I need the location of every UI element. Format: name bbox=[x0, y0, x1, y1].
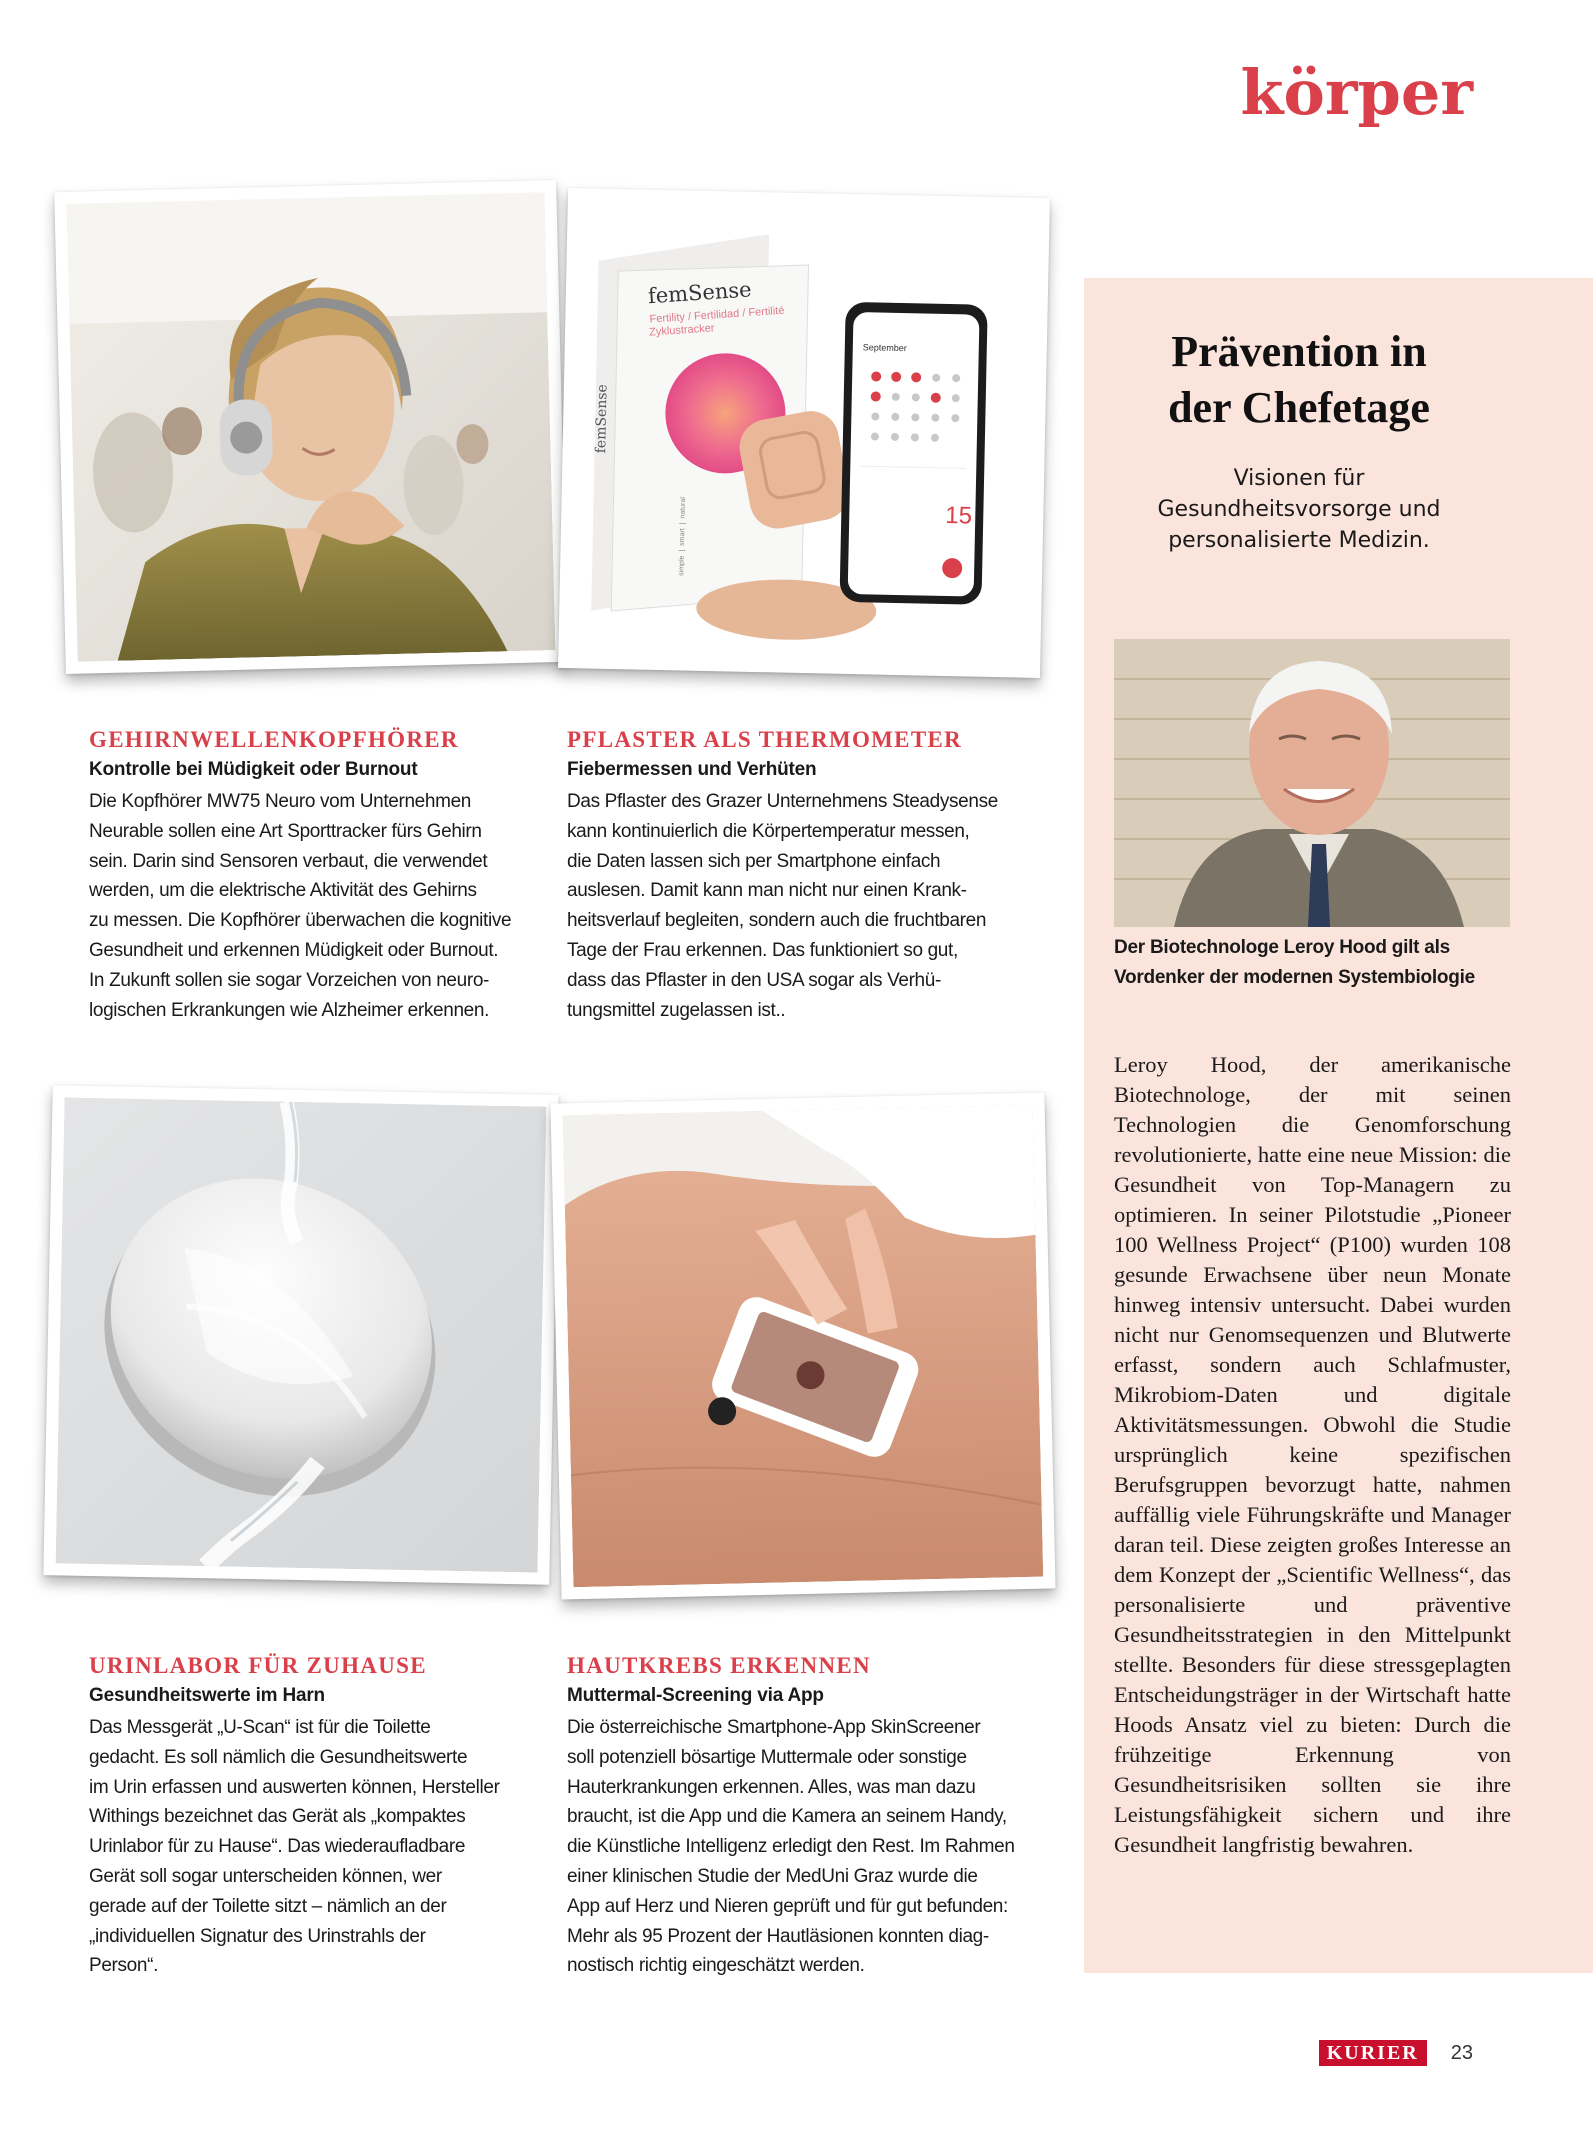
article-subhead: Muttermal-Screening via App bbox=[567, 1685, 824, 1707]
article-headphones bbox=[89, 727, 534, 1025]
femsense-box-tagline-1: Fertility / Fertilidad / Fertilité bbox=[649, 304, 785, 326]
article-line: nostisch richtig eingeschätzt werden. bbox=[567, 1955, 865, 1977]
article-subhead: Gesundheitswerte im Harn bbox=[89, 1685, 325, 1707]
uscan-illustration bbox=[56, 1097, 547, 1572]
article-line: App auf Herz und Nieren geprüft und für gut befunden: bbox=[567, 1895, 1008, 1917]
article-line: Mehr als 95 Prozent der Hautläsionen konnten diag- bbox=[567, 1925, 989, 1947]
sidebar-subtitle-line: personalisierte Medizin. bbox=[1168, 528, 1430, 553]
article-line: Person“. bbox=[89, 1955, 159, 1977]
article-line: Hauterkrankungen erkennen. Alles, was man dazu bbox=[567, 1776, 976, 1798]
article-line: Neurable sollen eine Art Sporttracker fürs Gehirn bbox=[89, 820, 482, 842]
article-line: auslesen. Damit kann man nicht nur einen Krank- bbox=[567, 880, 967, 902]
phone-cycle-day: 15 bbox=[945, 501, 973, 530]
sidebar-body-text: Leroy Hood, der amerikanische Biotechnologe, der mit seinen Technologien die Genomforschung revolutionierte, hatte eine neue Mission: die Gesundheit von Top-Managern zu optimieren. In seiner Pilotstudie „Pioneer 100 Wellness Project“ (P100) wurden 108 gesunde Erwachsene über neun Monate hinweg intensiv untersucht. Dabei wurden nicht nur Genomsequenzen und Blutwerte erfasst, sondern auch Schlafmuster, Mikrobiom-Daten und digitale Aktivitätsmessungen. Obwohl die Studie ursprünglich keine spezifischen Berufsgruppen bevorzugt hatte, nahmen auffällig viele Führungskräfte und Manager daran teil. Diese zeigten großes Interesse an dem Konzept der „Scientific Wellness“, das personalisierte und präventive Gesundheitsstrategien in den Mittelpunkt stellte. Besonders für diese stressgeplagten Entscheidungsträger in der Wirtschaft hatte Hoods Ansatz viel zu bieten: Durch die frühzeitige Erkennung von Gesundheitsrisiken sollten sie ihre Leistungsfähigkeit sichern und ihre Gesundheit langfristig bewahren. bbox=[1114, 1052, 1511, 1857]
femsense-illustration bbox=[570, 200, 1037, 665]
article-line: Die österreichische Smartphone-App SkinScreener bbox=[567, 1716, 981, 1738]
skinscreener-photo bbox=[563, 1105, 1044, 1588]
article-body bbox=[567, 787, 1012, 1025]
article-body bbox=[89, 787, 534, 1025]
femsense-box-tagline-2: Zyklustracker bbox=[648, 322, 715, 339]
uscan-photo bbox=[56, 1097, 547, 1572]
article-patch bbox=[567, 727, 1012, 1025]
sidebar-title-line: der Chefetage bbox=[1168, 383, 1430, 432]
article-line: Withings bezeichnet das Gerät als „kompaktes bbox=[89, 1806, 466, 1828]
portrait-caption bbox=[1114, 933, 1534, 993]
sidebar-title bbox=[1084, 324, 1514, 436]
kurier-logo: KURIER bbox=[1319, 2040, 1427, 2066]
article-line: heitsverlauf begleiten, sondern auch die fruchtbaren bbox=[567, 910, 987, 932]
section-title: körper bbox=[1240, 56, 1473, 129]
femsense-box-brand: femSense bbox=[647, 277, 753, 309]
article-line: Tage der Frau erkennen. Das funktioniert so gut, bbox=[567, 939, 958, 961]
article-line: sein. Darin sind Sensoren verbaut, die verwendet bbox=[89, 850, 488, 872]
article-body bbox=[89, 1713, 534, 1981]
leroy-hood-portrait bbox=[1114, 639, 1510, 927]
article-line: Die Kopfhörer MW75 Neuro vom Unternehmen bbox=[89, 790, 472, 812]
article-line: In Zukunft sollen sie sogar Vorzeichen von neuro- bbox=[89, 969, 490, 991]
article-line: im Urin erfassen und auswerten können, Hersteller bbox=[89, 1776, 500, 1798]
article-kicker: URINLABOR FÜR ZUHAUSE bbox=[89, 1653, 427, 1678]
article-line: Gesundheit und erkennen Müdigkeit oder Burnout. bbox=[89, 939, 499, 961]
page-footer bbox=[1319, 2040, 1473, 2066]
article-line: gerade auf der Toilette sitzt – nämlich an der bbox=[89, 1895, 447, 1917]
article-line: die Daten lassen sich per Smartphone einfach bbox=[567, 850, 941, 872]
article-line: die Künstliche Intelligenz erledigt den Rest. Im Rahmen bbox=[567, 1836, 1015, 1858]
article-line: logischen Erkrankungen wie Alzheimer erkennen. bbox=[89, 999, 490, 1021]
article-line: einer klinischen Studie der MedUni Graz wurde die bbox=[567, 1865, 978, 1887]
portrait-illustration bbox=[1114, 639, 1510, 927]
photo-card-uscan bbox=[43, 1085, 558, 1585]
photo-card-headphones bbox=[54, 180, 568, 674]
article-line: „individuellen Signatur des Urinstrahls der bbox=[89, 1925, 426, 1947]
phone-calendar-month: September bbox=[862, 342, 907, 354]
article-kicker: GEHIRNWELLENKOPFHÖRER bbox=[89, 727, 459, 752]
article-line: zu messen. Die Kopfhörer überwachen die kognitive bbox=[89, 910, 512, 932]
article-line: braucht, ist die App und die Kamera an seinem Handy, bbox=[567, 1806, 1007, 1828]
article-kicker: PFLASTER ALS THERMOMETER bbox=[567, 727, 963, 752]
sidebar-title-line: Prävention in bbox=[1171, 327, 1427, 376]
article-line: Das Messgerät „U-Scan“ ist für die Toilette bbox=[89, 1716, 431, 1738]
sidebar-subtitle bbox=[1084, 463, 1514, 556]
portrait-caption-line: Der Biotechnologe Leroy Hood gilt als bbox=[1114, 937, 1450, 958]
article-subhead: Kontrolle bei Müdigkeit oder Burnout bbox=[89, 759, 418, 781]
article-line: Gerät soll sogar unterscheiden können, wer bbox=[89, 1865, 442, 1887]
page-number: 23 bbox=[1450, 2041, 1473, 2064]
article-line: tungsmittel zugelassen ist.. bbox=[567, 999, 786, 1021]
photo-card-femsense bbox=[558, 188, 1050, 678]
article-hautkrebs bbox=[567, 1653, 1015, 1981]
article-line: Urinlabor für zu Hause“. Das wiederaufladbare bbox=[89, 1836, 466, 1858]
article-line: gedacht. Es soll nämlich die Gesundheitswerte bbox=[89, 1746, 468, 1768]
article-subhead: Fiebermessen und Verhüten bbox=[567, 759, 817, 781]
skinscreener-illustration bbox=[563, 1105, 1044, 1588]
article-kicker: HAUTKREBS ERKENNEN bbox=[567, 1653, 871, 1678]
article-line: werden, um die elektrische Aktivität des Gehirns bbox=[89, 880, 477, 902]
sidebar-subtitle-line: Visionen für bbox=[1233, 466, 1365, 491]
article-line: dass das Pflaster in den USA sogar als Verhü- bbox=[567, 969, 941, 991]
article-line: Das Pflaster des Grazer Unternehmens Steadysense bbox=[567, 790, 998, 812]
article-body bbox=[567, 1713, 1015, 1981]
sidebar-subtitle-line: Gesundheitsvorsorge und bbox=[1157, 497, 1441, 522]
sidebar-box bbox=[1084, 278, 1593, 1973]
article-urinlabor bbox=[89, 1653, 534, 1981]
photo-card-skinscreener bbox=[550, 1092, 1055, 1599]
femsense-photo bbox=[570, 200, 1037, 665]
headphones-photo bbox=[66, 192, 555, 662]
woman-headphones-illustration bbox=[66, 192, 555, 662]
femsense-box-side-brand: femSense bbox=[593, 384, 611, 454]
article-line: soll potenziell bösartige Muttermale oder sonstige bbox=[567, 1746, 967, 1768]
portrait-caption-line: Vordenker der modernen Systembiologie bbox=[1114, 967, 1475, 988]
femsense-box-side-small: simple ❘ smart ❘ natural bbox=[678, 497, 687, 576]
article-line: kann kontinuierlich die Körpertemperatur messen, bbox=[567, 820, 970, 842]
